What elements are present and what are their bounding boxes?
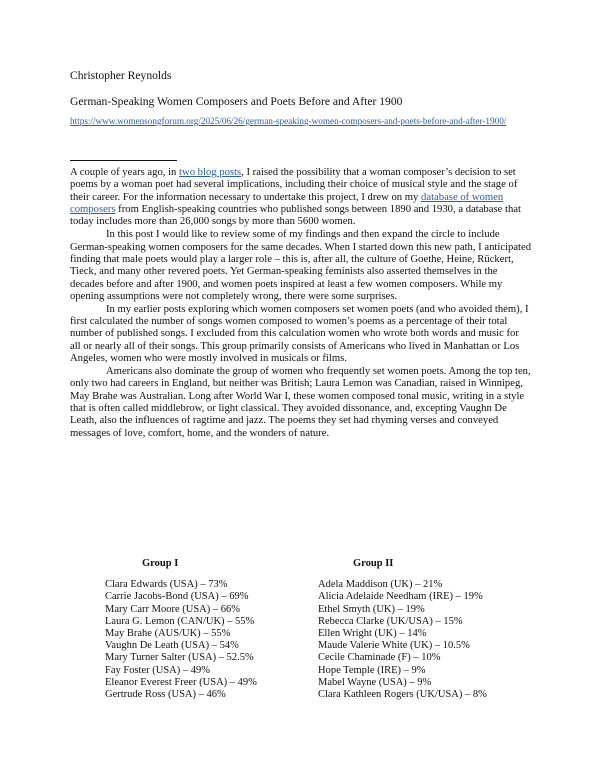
two-blog-posts-link[interactable]: two blog posts: [179, 167, 242, 178]
group-2-item: Mabel Wayne (USA) – 9%: [318, 676, 432, 688]
group-2-item: Adela Maddison (UK) – 21%: [318, 579, 443, 591]
group-1-heading: Group I: [142, 558, 179, 569]
paragraph-4: Americans also dominate the group of women who frequently set women poets. Among the top ten, only two had careers in England, but neither was British; Laura Lemon was Canadian, raised in Winnipeg, May Brahe was Australian. Long after World War I, these women composed tonal music, writing in a style that is often called middlebrow, or light classical. They avoided dissonance, and, excepting Vaughn De Leath, also the influences of ragtime and jazz. The poems they set had rhyming verses and conveyed messages of love, comfort, home, and the wonders of nature.: [70, 366, 531, 439]
paragraph-1: [70, 167, 532, 229]
group-1-item: Eleanor Everest Freer (USA) – 49%: [105, 676, 257, 688]
group-2-item: Hope Temple (IRE) – 9%: [318, 664, 426, 676]
group-2-heading: Group II: [353, 558, 394, 569]
horizontal-divider: [70, 160, 177, 161]
source-url-link[interactable]: https://www.womensongforum.org/2025/06/26/german-speaking-women-composers-and-poets-before-and-after-1900/: [70, 116, 507, 126]
group-2-item: Cecile Chaminade (F) – 10%: [318, 652, 441, 664]
group-1-item: Gertrude Ross (USA) – 46%: [105, 689, 226, 701]
article-body: [70, 167, 532, 440]
group-1-item: Mary Turner Salter (USA) – 52.5%: [105, 652, 254, 664]
group-2-item: Ethel Smyth (UK) – 19%: [318, 603, 425, 615]
group-2-item: Ellen Wright (UK) – 14%: [318, 628, 427, 640]
group-1-item: Carrie Jacobs-Bond (USA) – 69%: [105, 591, 249, 603]
database-link[interactable]: database of women composers: [70, 191, 504, 216]
paragraph-1-text-c: from English-speaking countries who published songs between 1890 and 1930, a database that today includes more than 26,000 songs by more than 5600 women.: [70, 204, 521, 228]
group-1-item: May Brahe (AUS/UK) – 55%: [105, 628, 231, 640]
paragraph-2: In this post I would like to review some of my findings and then expand the circle to include German-speaking women composers for the same decades. When I started down this new path, I anticipated finding that male poets would play a larger role – this is, after all, the culture of Goethe, Heine, Rückert, Tieck, and many other revered poets. Yet German-speaking feminists also asserted themselves in the decades before and after 1900, and women poets inspired at least a few women composers. While my opening assumptions were not completely wrong, there were some surprises.: [70, 229, 532, 302]
group-1-item: Clara Edwards (USA) – 73%: [105, 579, 228, 591]
group-1-item: Mary Carr Moore (USA) – 66%: [105, 603, 241, 615]
document-title: German-Speaking Women Composers and Poets Before and After 1900: [70, 95, 403, 108]
group-1-item: Vaughn De Leath (USA) – 54%: [105, 640, 239, 652]
group-2-item: Clara Kathleen Rogers (UK/USA) – 8%: [318, 689, 487, 701]
author-name: Christopher Reynolds: [70, 69, 172, 82]
group-1-list: [105, 558, 295, 701]
group-2-item: Maude Valerie White (UK) – 10.5%: [318, 640, 470, 652]
paragraph-1-text-a: A couple of years ago, in: [70, 167, 180, 178]
group-2-item: Alicia Adelaide Needham (IRE) – 19%: [318, 591, 483, 603]
paragraph-1-text-b: , I raised the possibility that a woman composer’s decision to set poems by a woman poet had several implications, including their choice of musical style and the stage of their career. For the information necessary to undertake this project, I drew on my: [70, 167, 518, 203]
group-1-item: Fay Foster (USA) – 49%: [105, 664, 210, 676]
group-1-item: Laura G. Lemon (CAN/UK) – 55%: [105, 615, 255, 627]
group-2-list: [318, 558, 538, 701]
group-2-item: Rebecca Clarke (UK/USA) – 15%: [318, 615, 463, 627]
paragraph-3: In my earlier posts exploring which women composers set women poets (and who avoided them), I first calculated the number of songs women composed to women’s poems as a percentage of their total number of published songs. I excluded from this calculation women who wrote both words and music for all or nearly all of their songs. This group primarily consists of Americans who lived in Manhattan or Los Angeles, women who were mostly involved in musicals or films.: [70, 303, 529, 365]
